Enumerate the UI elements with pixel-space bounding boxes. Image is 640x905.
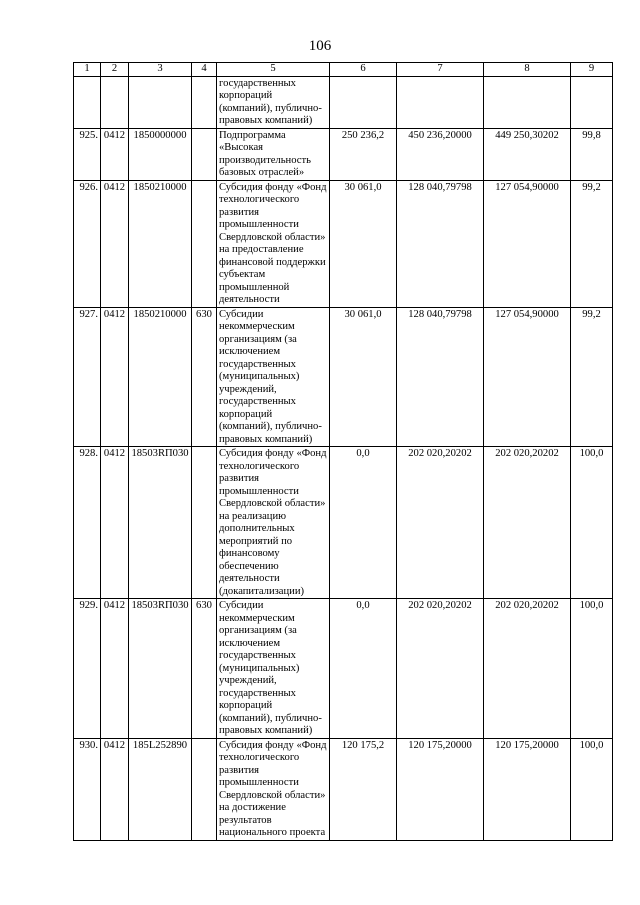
executed-amount: 202 020,20202 — [484, 447, 571, 599]
target-article-code: 1850210000 — [129, 307, 192, 447]
expense-type-code: 630 — [192, 307, 217, 447]
item-name: Субсидии некоммерческим организациям (за исключением государственных (муниципальных) учреждений, государственных корпораций (компаний), публично-правовых компаний) — [217, 307, 330, 447]
table-row — [74, 447, 613, 599]
item-name: Субсидия фонду «Фонд технологического развития промышленности Свердловской области» на предоставление финансовой поддержки субъектам промышленной деятельности — [217, 180, 330, 307]
approved-amount: 30 061,0 — [330, 307, 397, 447]
expense-type-code — [192, 76, 217, 128]
execution-percent: 100,0 — [571, 738, 613, 840]
executed-amount — [484, 76, 571, 128]
expense-type-code — [192, 128, 217, 180]
execution-percent — [571, 76, 613, 128]
target-article-code: 1850000000 — [129, 128, 192, 180]
row-number: 927. — [74, 307, 101, 447]
revised-amount: 128 040,79798 — [397, 307, 484, 447]
section-code: 0412 — [101, 738, 129, 840]
expense-type-code — [192, 180, 217, 307]
column-header: 5 — [217, 63, 330, 77]
item-name: государственных корпораций (компаний), публично-правовых компаний) — [217, 76, 330, 128]
revised-amount: 202 020,20202 — [397, 447, 484, 599]
approved-amount: 30 061,0 — [330, 180, 397, 307]
row-number: 926. — [74, 180, 101, 307]
column-header: 1 — [74, 63, 101, 77]
expense-type-code: 630 — [192, 599, 217, 739]
section-code: 0412 — [101, 599, 129, 739]
item-name: Подпрограмма «Высокая производительность базовых отраслей» — [217, 128, 330, 180]
section-code: 0412 — [101, 447, 129, 599]
approved-amount: 0,0 — [330, 599, 397, 739]
page-number: 106 — [308, 38, 332, 54]
executed-amount: 202 020,20202 — [484, 599, 571, 739]
expense-type-code — [192, 738, 217, 840]
column-header: 6 — [330, 63, 397, 77]
column-header: 7 — [397, 63, 484, 77]
column-header: 8 — [484, 63, 571, 77]
revised-amount: 450 236,20000 — [397, 128, 484, 180]
table-row — [74, 180, 613, 307]
revised-amount: 128 040,79798 — [397, 180, 484, 307]
target-article-code: 18503RП030 — [129, 599, 192, 739]
execution-percent: 100,0 — [571, 447, 613, 599]
table-row — [74, 307, 613, 447]
row-number: 930. — [74, 738, 101, 840]
table-row — [74, 76, 613, 128]
executed-amount: 127 054,90000 — [484, 180, 571, 307]
executed-amount: 120 175,20000 — [484, 738, 571, 840]
table-row — [74, 128, 613, 180]
row-number — [74, 76, 101, 128]
section-code: 0412 — [101, 180, 129, 307]
item-name: Субсидии некоммерческим организациям (за исключением государственных (муниципальных) учреждений, государственных корпораций (компаний), публично-правовых компаний) — [217, 599, 330, 739]
row-number: 929. — [74, 599, 101, 739]
target-article-code: 185L252890 — [129, 738, 192, 840]
section-code: 0412 — [101, 307, 129, 447]
target-article-code: 18503RП030 — [129, 447, 192, 599]
table-row — [74, 738, 613, 840]
expense-type-code — [192, 447, 217, 599]
revised-amount — [397, 76, 484, 128]
row-number: 928. — [74, 447, 101, 599]
revised-amount: 202 020,20202 — [397, 599, 484, 739]
executed-amount: 127 054,90000 — [484, 307, 571, 447]
column-header: 9 — [571, 63, 613, 77]
approved-amount: 250 236,2 — [330, 128, 397, 180]
table-header-row — [74, 63, 613, 77]
approved-amount — [330, 76, 397, 128]
approved-amount: 0,0 — [330, 447, 397, 599]
executed-amount: 449 250,30202 — [484, 128, 571, 180]
item-name: Субсидия фонду «Фонд технологического развития промышленности Свердловской области» на реализацию дополнительных мероприятий по финансовому обеспечению деятельности (докапитализации) — [217, 447, 330, 599]
section-code — [101, 76, 129, 128]
budget-table — [73, 62, 613, 841]
target-article-code: 1850210000 — [129, 180, 192, 307]
table-row — [74, 599, 613, 739]
column-header: 4 — [192, 63, 217, 77]
section-code: 0412 — [101, 128, 129, 180]
revised-amount: 120 175,20000 — [397, 738, 484, 840]
item-name: Субсидия фонду «Фонд технологического развития промышленности Свердловской области» на достижение результатов национального проекта — [217, 738, 330, 840]
column-header: 3 — [129, 63, 192, 77]
target-article-code — [129, 76, 192, 128]
execution-percent: 99,8 — [571, 128, 613, 180]
row-number: 925. — [74, 128, 101, 180]
execution-percent: 99,2 — [571, 180, 613, 307]
execution-percent: 100,0 — [571, 599, 613, 739]
column-header: 2 — [101, 63, 129, 77]
approved-amount: 120 175,2 — [330, 738, 397, 840]
execution-percent: 99,2 — [571, 307, 613, 447]
